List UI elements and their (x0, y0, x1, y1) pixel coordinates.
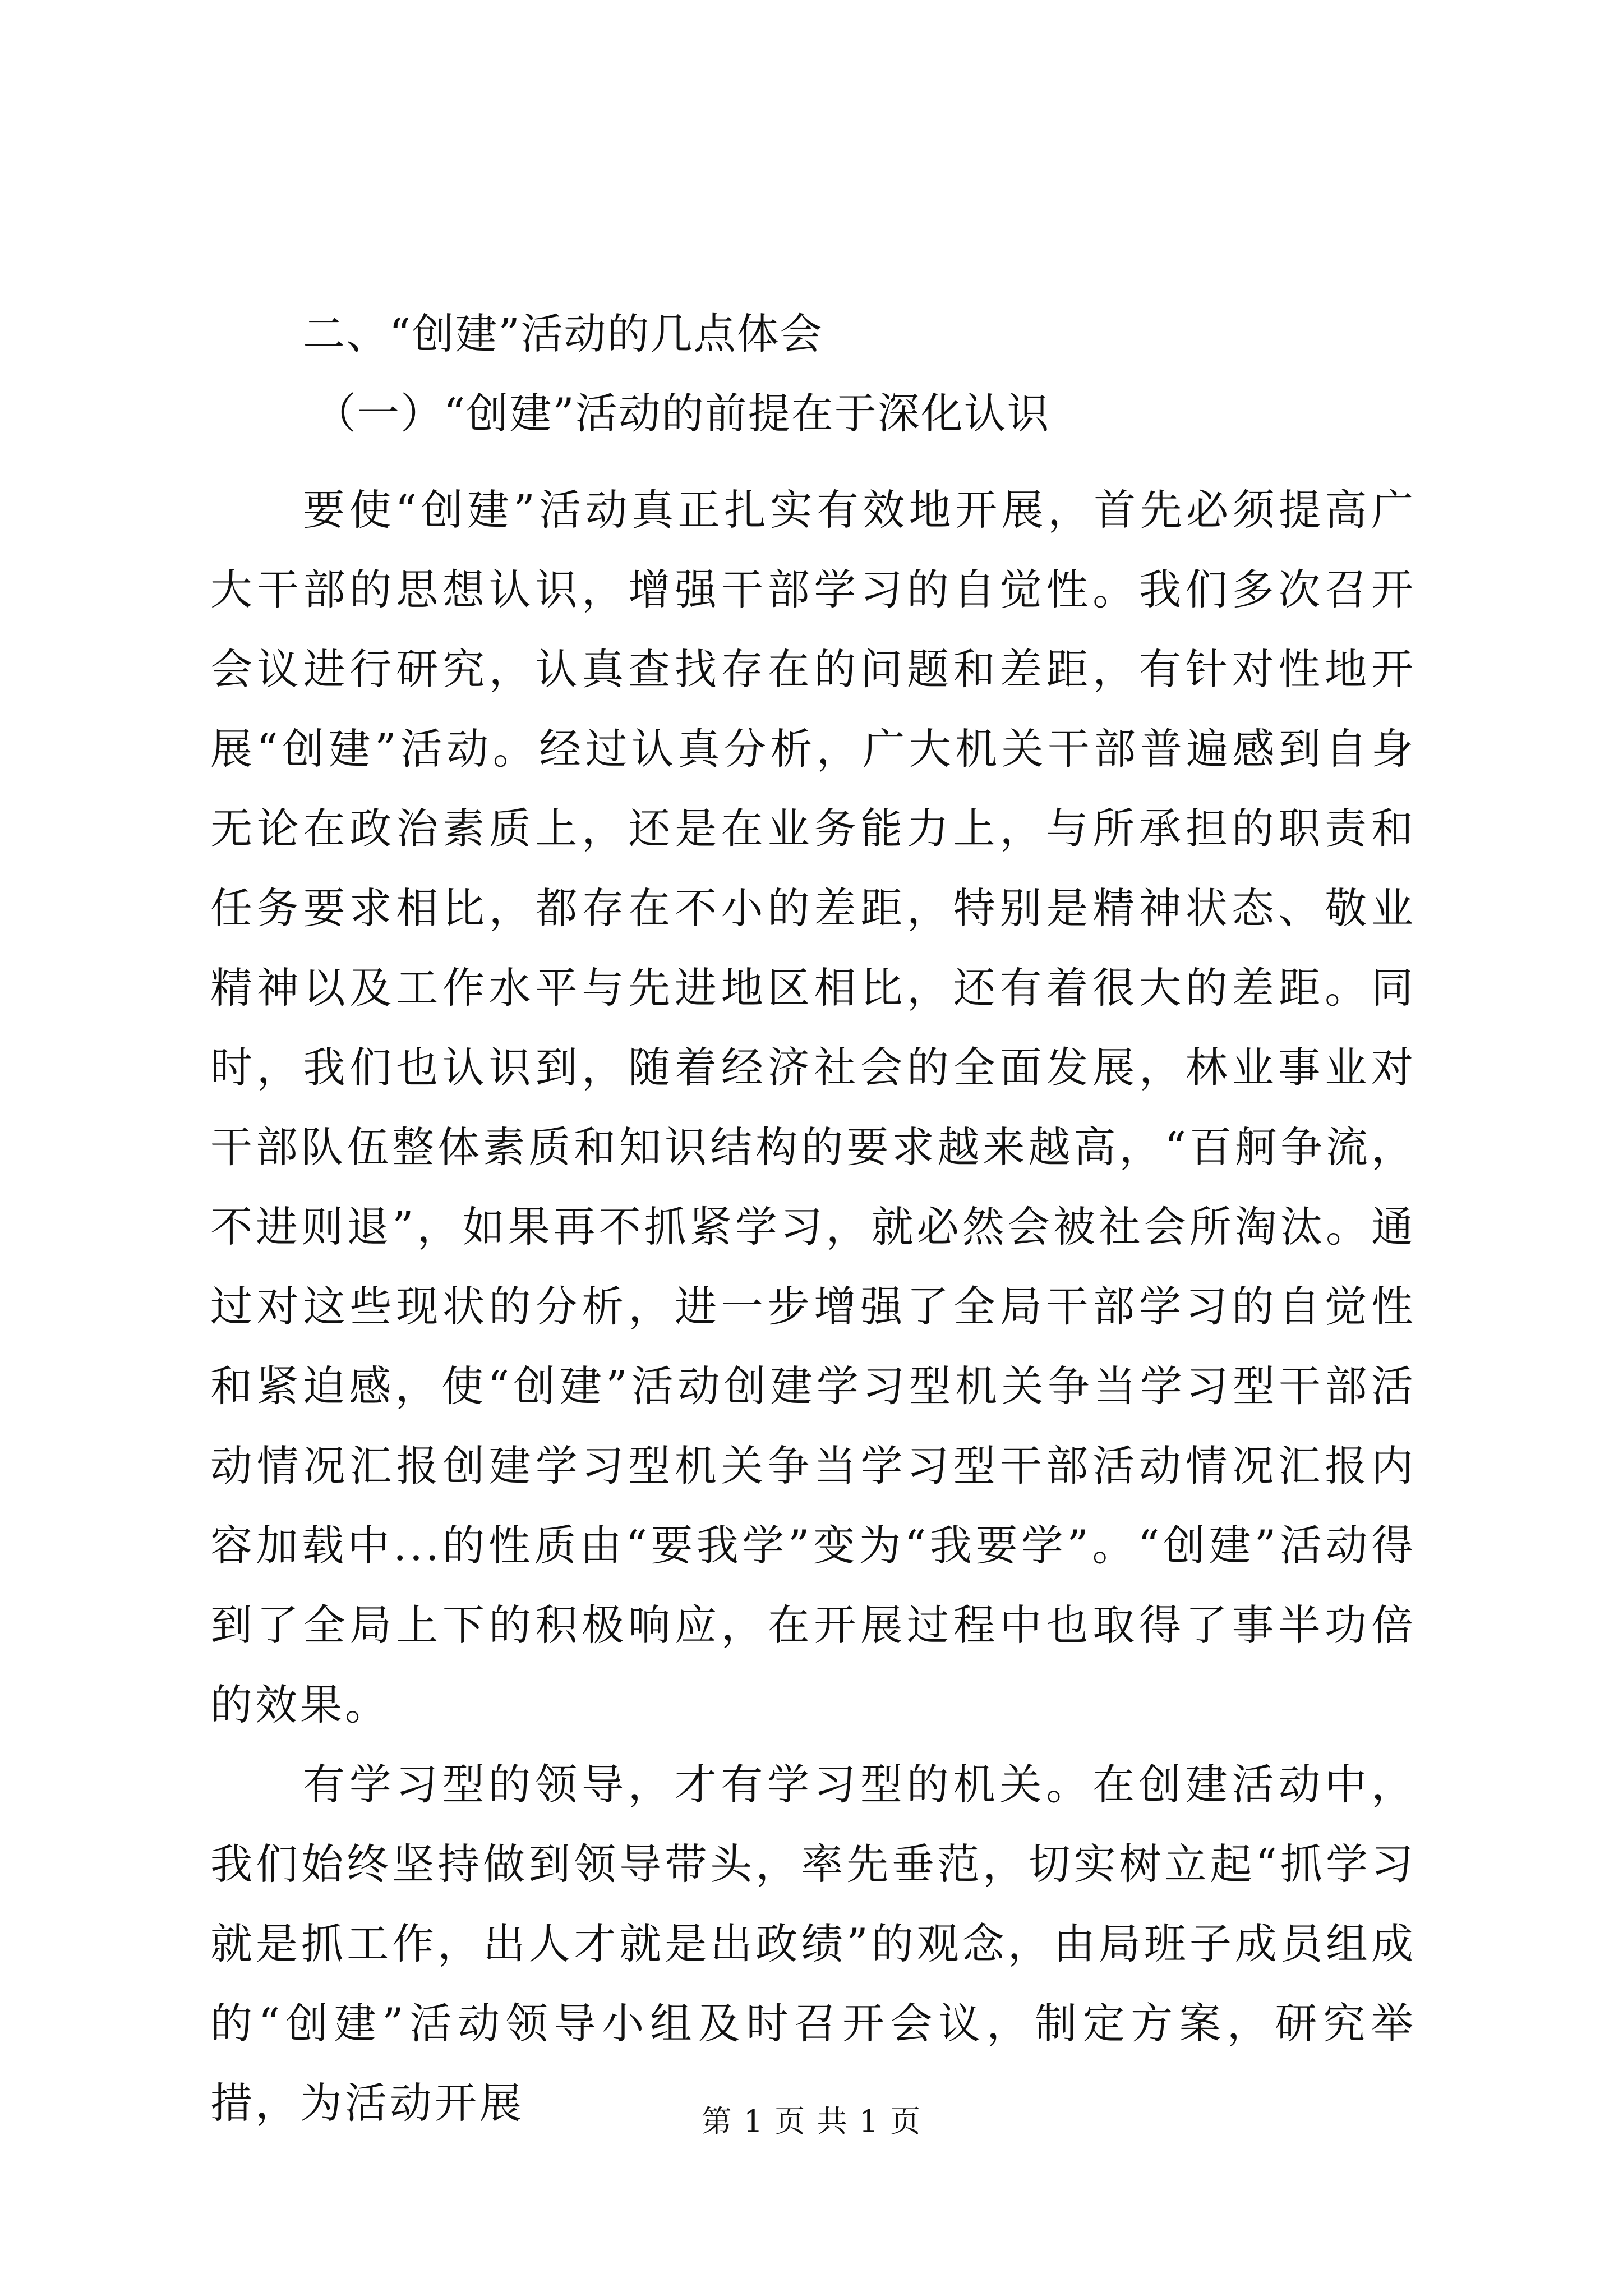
body-text (210, 470, 1416, 2143)
paragraph-2: 有学习型的领导，才有学习型的机关。在创建活动中，我们始终坚持做到领导带头，率先垂范，切实树立起“抓学习就是抓工作，出人才就是出政绩”的观念，由局班子成员组成的“创建”活动领导小组及时召开会议，制定方案，研究举措，为活动开展 (210, 1760, 1416, 2128)
subsection-heading: （一）“创建”活动的前提在于深化认识 (314, 389, 1050, 438)
paragraph-1: 要使“创建”活动真正扎实有效地开展，首先必须提高广大干部的思想认识，增强干部学习的自觉性。我们多次召开会议进行研究，认真查找存在的问题和差距，有针对性地开展“创建”活动。经过认真分析，广大机关干部普遍感到自身无论在政治素质上，还是在业务能力上，与所承担的职责和任务要求相比，都存在不小的差距，特别是精神状态、敬业精神以及工作水平与先进地区相比，还有着很大的差距。同时，我们也认识到，随着经济社会的全面发展，林业事业对干部队伍整体素质和知识结构的要求越来越高，“百舸争流，不进则退”，如果再不抓紧学习，就必然会被社会所淘汰。通过对这些现状的分析，进一步增强了全局干部学习的自觉性和紧迫感，使“创建”活动创建学习型机关争当学习型干部活动情况汇报创建学习型机关争当学习型干部活动情况汇报内容加载中...的性质由“要我学”变为“我要学”。“创建”活动得到了全局上下的积极响应，在开展过程中也取得了事半功倍的效果。 (210, 485, 1416, 1729)
section-heading: 二、“创建”活动的几点体会 (303, 309, 823, 358)
page-footer: 第 1 页 共 1 页 (701, 2104, 922, 2139)
